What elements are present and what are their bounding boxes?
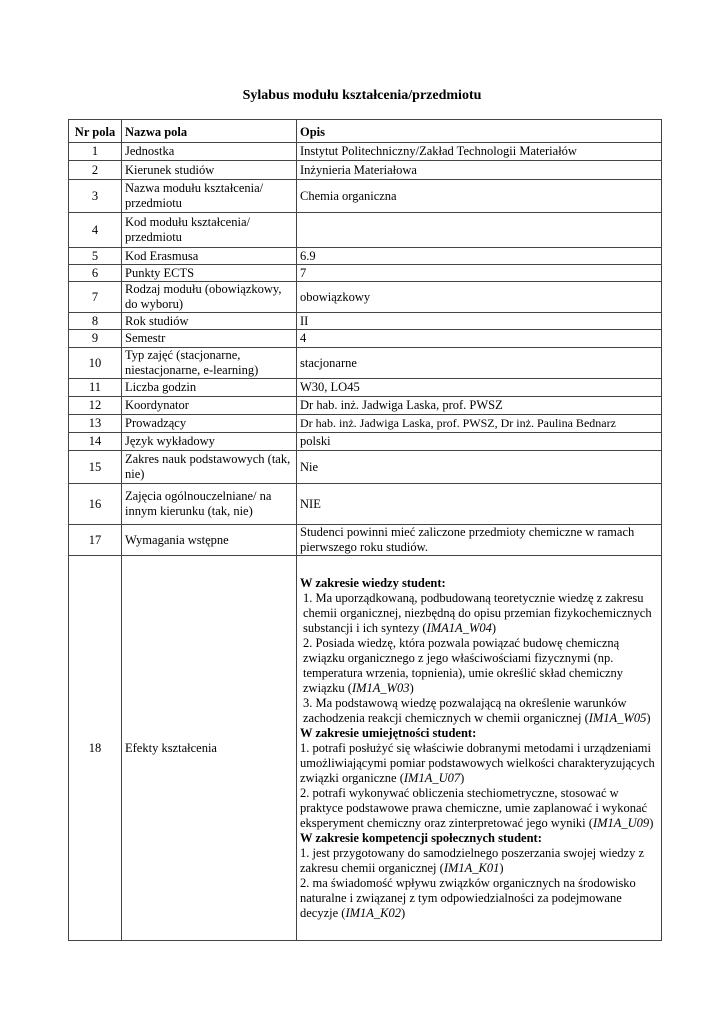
row-nr: 6 — [69, 265, 122, 282]
wiedza-heading: W zakresie wiedzy student: — [300, 575, 446, 590]
paren: ) — [460, 770, 465, 785]
row-opis: 7 — [297, 265, 662, 282]
row-nr: 3 — [69, 180, 122, 213]
table-row — [69, 248, 662, 265]
row-nazwa: Kod modułu kształcenia/ przedmiotu — [122, 213, 297, 248]
row-opis: Chemia organiczna — [297, 180, 662, 213]
row-opis: NIE — [297, 484, 662, 525]
table-row — [69, 348, 662, 379]
table-row — [69, 433, 662, 451]
row-nr: 10 — [69, 348, 122, 379]
paren: ) — [491, 620, 497, 635]
row-nr: 2 — [69, 161, 122, 180]
row-nr: 13 — [69, 415, 122, 433]
row-nazwa: Prowadzący — [122, 415, 297, 433]
table-row — [69, 282, 662, 313]
efekt-w1 — [300, 591, 658, 636]
row-opis: Dr hab. inż. Jadwiga Laska, prof. PWSZ — [297, 397, 662, 415]
paren: ) — [401, 905, 406, 920]
table-row — [69, 379, 662, 397]
row-nr: 4 — [69, 213, 122, 248]
table-row — [69, 265, 662, 282]
efekt-u1-text: 1. potrafi posłużyć się właściwie dobranymi metodami i urządzeniami umożliwiającymi pomiar podstawowych wielkości charakteryzujących związki organiczne ( — [300, 740, 655, 785]
efekt-k2-text: 2. ma świadomość wpływu związków organicznych na środowisko naturalne i związanej z tym odpowiedzialności za podejmowane decyzje ( — [300, 875, 636, 920]
row-opis: polski — [297, 433, 662, 451]
row-nazwa: Semestr — [122, 330, 297, 348]
table-header-row — [69, 120, 662, 143]
row-nr: 11 — [69, 379, 122, 397]
efekt-w1-code: IMA1A_W04 — [426, 620, 492, 635]
table-row — [69, 213, 662, 248]
row-opis: 4 — [297, 330, 662, 348]
table-body — [69, 143, 662, 941]
row-nazwa: Wymagania wstępne — [122, 525, 297, 556]
row-opis: Inżynieria Materiałowa — [297, 161, 662, 180]
row-opis: Nie — [297, 451, 662, 484]
row-nazwa: Kod Erasmusa — [122, 248, 297, 265]
paren: ) — [646, 710, 651, 725]
efekt-w3 — [300, 696, 658, 726]
row-nazwa: Liczba godzin — [122, 379, 297, 397]
row-nazwa: Język wykładowy — [122, 433, 297, 451]
row-nazwa: Typ zajęć (stacjonarne, niestacjonarne, e-learning) — [122, 348, 297, 379]
efekt-w2-text: 2. Posiada wiedzę, która pozwala powiązać budowę chemiczną związku organicznego z jego właściwościami fizycznymi (np. temperatura wrzenia, topnienia), umie określić skład chemiczny związku ( — [303, 635, 624, 695]
row-nazwa: Rodzaj modułu (obowiązkowy, do wyboru) — [122, 282, 297, 313]
row-opis: 6.9 — [297, 248, 662, 265]
row-nazwa: Koordynator — [122, 397, 297, 415]
efekt-u2-text: 2. potrafi wykonywać obliczenia stechiometryczne, stosować w praktyce podstawowe prawa chemiczne, umie zaplanować i wykonać eksperyment chemiczny oraz zinterpretować jego wyniki ( — [300, 785, 648, 830]
table-row — [69, 180, 662, 213]
efekt-w3-text: 3. Ma podstawową wiedzę pozwalającą na określenie warunków zachodzenia reakcji chemicznych w chemii organicznej ( — [303, 695, 627, 725]
row-nr: 18 — [69, 556, 122, 941]
efekt-w1-text: 1. Ma uporządkowaną, podbudowaną teoretycznie wiedzę z zakresu chemii organicznej, niezbędną do opisu przemian fizykochemicznych substancji i ich syntezy ( — [303, 590, 652, 635]
row-nr: 8 — [69, 313, 122, 330]
row-nazwa: Efekty kształcenia — [122, 556, 297, 941]
kompetencje-heading: W zakresie kompetencji społecznych student: — [300, 830, 542, 845]
header-nazwa: Nazwa pola — [122, 120, 297, 143]
efekt-u1 — [300, 741, 658, 786]
efekty-content — [297, 556, 662, 941]
row-nr: 12 — [69, 397, 122, 415]
row-nazwa: Rok studiów — [122, 313, 297, 330]
table-row — [69, 397, 662, 415]
row-nazwa: Nazwa modułu kształcenia/ przedmiotu — [122, 180, 297, 213]
efekt-u2 — [300, 786, 658, 831]
table-row — [69, 415, 662, 433]
row-opis: Dr hab. inż. Jadwiga Laska, prof. PWSZ, Dr inż. Paulina Bednarz — [297, 415, 662, 433]
row-nr: 14 — [69, 433, 122, 451]
table-row — [69, 451, 662, 484]
paren: ) — [499, 860, 504, 875]
umiejetnosci-heading: W zakresie umiejętności student: — [300, 725, 477, 740]
row-opis: stacjonarne — [297, 348, 662, 379]
row-nazwa: Zajęcia ogólnouczelniane/ na innym kierunku (tak, nie) — [122, 484, 297, 525]
efekt-k1 — [300, 846, 658, 876]
table-row-efekty — [69, 556, 662, 941]
row-opis — [297, 213, 662, 248]
efekt-w3-code: IM1A_W05 — [588, 710, 647, 725]
row-nazwa: Punkty ECTS — [122, 265, 297, 282]
table-row — [69, 143, 662, 161]
row-opis: II — [297, 313, 662, 330]
row-opis: Studenci powinni mieć zaliczone przedmioty chemiczne w ramach pierwszego roku studiów. — [297, 525, 662, 556]
table-row — [69, 525, 662, 556]
row-opis: Instytut Politechniczny/Zakład Technologii Materiałów — [297, 143, 662, 161]
efekt-w2-code: IM1A_W03 — [351, 680, 410, 695]
efekt-k1-code: IM1A_K01 — [443, 860, 500, 875]
header-opis: Opis — [297, 120, 662, 143]
table-row — [69, 484, 662, 525]
row-nazwa: Jednostka — [122, 143, 297, 161]
efekt-k1-text: 1. jest przygotowany do samodzielnego poszerzania swojej wiedzy z zakresu chemii organicznej ( — [300, 845, 644, 875]
syllabus-table — [68, 119, 662, 941]
row-opis: W30, LO45 — [297, 379, 662, 397]
row-nr: 1 — [69, 143, 122, 161]
efekt-w2 — [300, 636, 658, 696]
efekt-k2 — [300, 876, 658, 921]
table-row — [69, 313, 662, 330]
table-row — [69, 330, 662, 348]
row-nazwa: Zakres nauk podstawowych (tak, nie) — [122, 451, 297, 484]
row-opis: obowiązkowy — [297, 282, 662, 313]
efekt-u2-code: IM1A_U09 — [592, 815, 650, 830]
row-nr: 9 — [69, 330, 122, 348]
row-nr: 5 — [69, 248, 122, 265]
efekt-u1-code: IM1A_U07 — [403, 770, 461, 785]
header-nr: Nr pola — [69, 120, 122, 143]
row-nazwa: Kierunek studiów — [122, 161, 297, 180]
row-nr: 15 — [69, 451, 122, 484]
row-nr: 17 — [69, 525, 122, 556]
efekt-k2-code: IM1A_K02 — [345, 905, 402, 920]
paren: ) — [649, 815, 654, 830]
document-title: Sylabus modułu kształcenia/przedmiotu — [242, 88, 482, 103]
table-row — [69, 161, 662, 180]
paren: ) — [409, 680, 414, 695]
row-nr: 16 — [69, 484, 122, 525]
row-nr: 7 — [69, 282, 122, 313]
